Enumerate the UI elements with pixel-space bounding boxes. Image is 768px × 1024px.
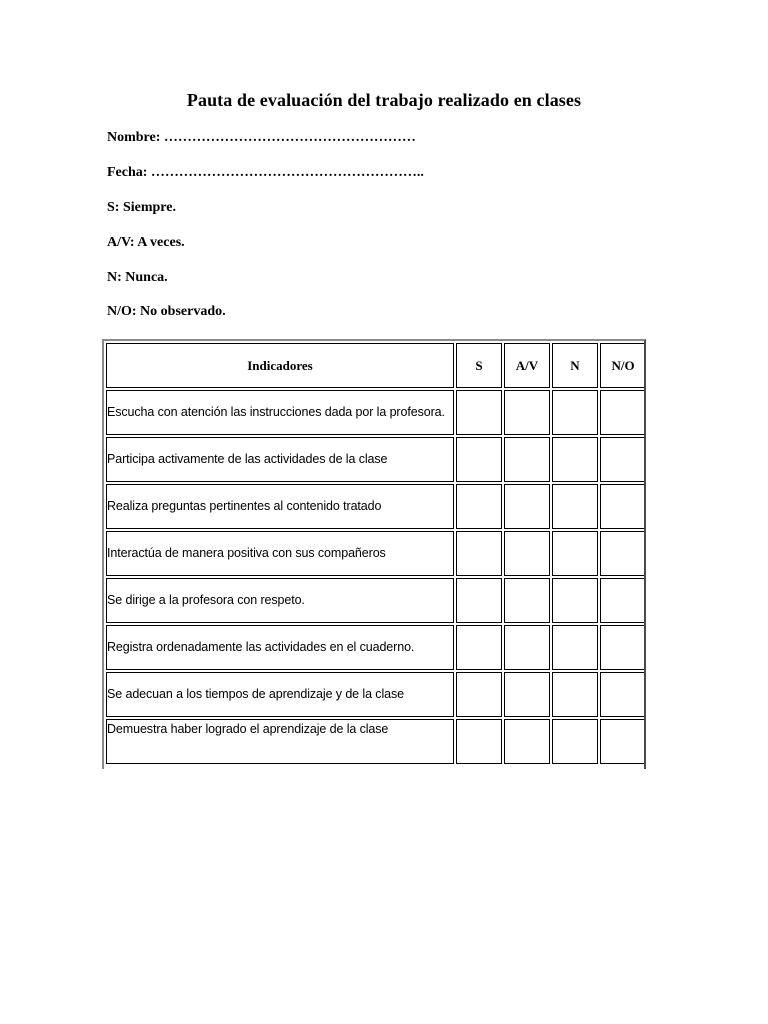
table-row xyxy=(106,625,646,670)
check-cell-s xyxy=(456,578,502,623)
check-cell-s xyxy=(456,437,502,482)
check-cell-a-v xyxy=(504,437,550,482)
check-cell-s xyxy=(456,484,502,529)
table-row xyxy=(106,719,646,764)
check-cell-a-v xyxy=(504,672,550,717)
legend-a-veces: A/V: A veces. xyxy=(107,235,185,250)
check-cell-n xyxy=(552,437,598,482)
nombre-field: Nombre: ……………………………………………… xyxy=(107,130,416,145)
table-header-row xyxy=(106,343,646,388)
check-cell-n xyxy=(552,719,598,764)
check-cell-n-o xyxy=(600,578,646,623)
header-n-o: N/O xyxy=(600,343,646,388)
check-cell-s xyxy=(456,672,502,717)
header-a-v: A/V xyxy=(504,343,550,388)
header-s: S xyxy=(456,343,502,388)
evaluation-table xyxy=(104,341,646,766)
check-cell-n-o xyxy=(600,672,646,717)
check-cell-n-o xyxy=(600,437,646,482)
indicator-cell: Se adecuan a los tiempos de aprendizaje y de la clase xyxy=(106,672,454,717)
check-cell-a-v xyxy=(504,531,550,576)
header-indicadores: Indicadores xyxy=(106,343,454,388)
legend-siempre: S: Siempre. xyxy=(107,200,176,215)
check-cell-n xyxy=(552,531,598,576)
indicator-cell: Registra ordenadamente las actividades en el cuaderno. xyxy=(106,625,454,670)
check-cell-a-v xyxy=(504,484,550,529)
check-cell-s xyxy=(456,625,502,670)
check-cell-n-o xyxy=(600,719,646,764)
table-row xyxy=(106,437,646,482)
check-cell-a-v xyxy=(504,625,550,670)
indicator-cell: Realiza preguntas pertinentes al contenido tratado xyxy=(106,484,454,529)
indicator-cell: Se dirige a la profesora con respeto. xyxy=(106,578,454,623)
legend-no-observado: N/O: No observado. xyxy=(107,304,226,319)
check-cell-n-o xyxy=(600,484,646,529)
check-cell-s xyxy=(456,390,502,435)
check-cell-n-o xyxy=(600,390,646,435)
check-cell-a-v xyxy=(504,578,550,623)
check-cell-n-o xyxy=(600,531,646,576)
header-n: N xyxy=(552,343,598,388)
table-row xyxy=(106,672,646,717)
evaluation-table-frame xyxy=(102,339,646,769)
check-cell-n xyxy=(552,672,598,717)
check-cell-n xyxy=(552,484,598,529)
check-cell-s xyxy=(456,531,502,576)
fecha-field: Fecha: ………………………………………………….. xyxy=(107,165,424,180)
table-row xyxy=(106,531,646,576)
table-row xyxy=(106,390,646,435)
indicator-cell: Escucha con atención las instrucciones dada por la profesora. xyxy=(106,390,454,435)
table-row xyxy=(106,578,646,623)
legend-nunca: N: Nunca. xyxy=(107,270,168,285)
page-title: Pauta de evaluación del trabajo realizado en clases xyxy=(186,90,582,110)
check-cell-n xyxy=(552,625,598,670)
check-cell-n-o xyxy=(600,625,646,670)
indicator-cell: Participa activamente de las actividades de la clase xyxy=(106,437,454,482)
indicator-cell: Interactúa de manera positiva con sus compañeros xyxy=(106,531,454,576)
check-cell-a-v xyxy=(504,719,550,764)
check-cell-a-v xyxy=(504,390,550,435)
check-cell-s xyxy=(456,719,502,764)
table-row xyxy=(106,484,646,529)
check-cell-n xyxy=(552,390,598,435)
check-cell-n xyxy=(552,578,598,623)
indicator-cell: Demuestra haber logrado el aprendizaje de la clase xyxy=(106,719,454,764)
